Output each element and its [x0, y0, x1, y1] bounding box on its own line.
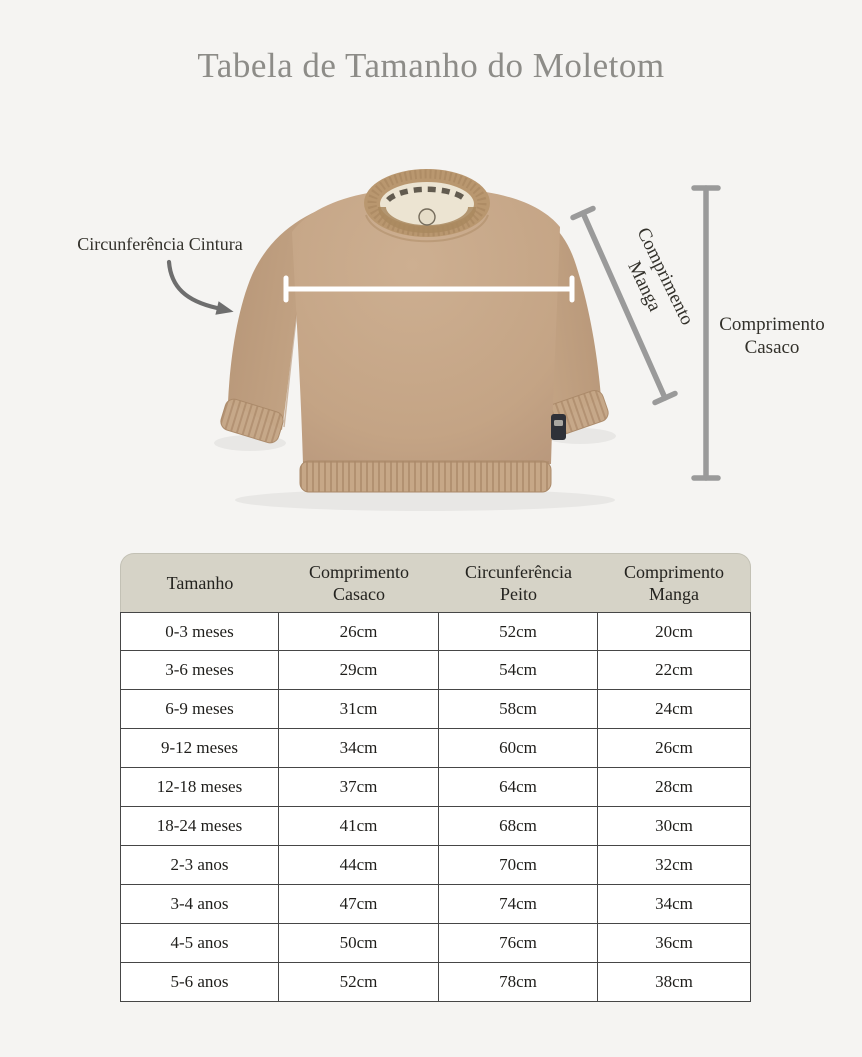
size-cell: 4-5 anos	[120, 924, 279, 963]
brand-tag-mark	[554, 420, 563, 426]
chest-cell: 68cm	[439, 807, 598, 846]
size-cell: 3-6 meses	[120, 651, 279, 690]
sleeve-cell: 34cm	[598, 885, 751, 924]
sleeve-cell: 38cm	[598, 963, 751, 1002]
sweatshirt-hem	[300, 461, 551, 492]
coat-cell: 34cm	[279, 729, 439, 768]
chest-cell: 54cm	[439, 651, 598, 690]
chest-cell: 78cm	[439, 963, 598, 1002]
page-title: Tabela de Tamanho do Moletom	[197, 46, 665, 85]
table-row	[120, 963, 751, 1002]
coat-length-label: Comprimento Casaco	[719, 314, 825, 358]
coat-measure-line	[694, 188, 718, 478]
sleeve-cell: 26cm	[598, 729, 751, 768]
sleeve-cell: 36cm	[598, 924, 751, 963]
size-table	[120, 553, 752, 1002]
size-cell: 12-18 meses	[120, 768, 279, 807]
header-size: Tamanho	[120, 553, 279, 612]
sleeve-cell: 24cm	[598, 690, 751, 729]
sleeve-cell: 20cm	[598, 612, 751, 651]
chest-cell: 58cm	[439, 690, 598, 729]
size-cell: 3-4 anos	[120, 885, 279, 924]
coat-cell: 29cm	[279, 651, 439, 690]
sleeve-cell: 28cm	[598, 768, 751, 807]
size-cell: 2-3 anos	[120, 846, 279, 885]
coat-cell: 31cm	[279, 690, 439, 729]
header-coat: Comprimento Casaco	[279, 553, 439, 612]
table-row	[120, 885, 751, 924]
waist-circumference-label: Circunferência Cintura	[77, 234, 243, 254]
size-cell: 9-12 meses	[120, 729, 279, 768]
header-sleeve: Comprimento Manga	[598, 553, 751, 612]
table-row	[120, 729, 751, 768]
table-row	[120, 690, 751, 729]
size-table-header	[120, 553, 751, 612]
coat-cell: 37cm	[279, 768, 439, 807]
measurement-diagram	[0, 130, 862, 550]
chest-cell: 76cm	[439, 924, 598, 963]
coat-cell: 44cm	[279, 846, 439, 885]
chest-cell: 74cm	[439, 885, 598, 924]
table-row	[120, 924, 751, 963]
size-cell: 5-6 anos	[120, 963, 279, 1002]
brand-tag	[551, 414, 566, 440]
sleeve-cell: 32cm	[598, 846, 751, 885]
table-row	[120, 768, 751, 807]
table-row	[120, 612, 751, 651]
sleeve-cell: 30cm	[598, 807, 751, 846]
coat-cell: 41cm	[279, 807, 439, 846]
chest-cell: 64cm	[439, 768, 598, 807]
coat-cell: 26cm	[279, 612, 439, 651]
coat-cell: 47cm	[279, 885, 439, 924]
neck-logo-patch	[419, 209, 435, 225]
table-row	[120, 807, 751, 846]
size-cell: 0-3 meses	[120, 612, 279, 651]
table-row	[120, 846, 751, 885]
chest-cell: 52cm	[439, 612, 598, 651]
chest-cell: 60cm	[439, 729, 598, 768]
size-cell: 6-9 meses	[120, 690, 279, 729]
curved-arrow-icon	[169, 262, 234, 315]
sleeve-cell: 22cm	[598, 651, 751, 690]
size-cell: 18-24 meses	[120, 807, 279, 846]
sleeve-length-label: Comprimento Manga	[623, 224, 698, 329]
table-row	[120, 651, 751, 690]
coat-cell: 50cm	[279, 924, 439, 963]
coat-cell: 52cm	[279, 963, 439, 1002]
header-chest: Circunferência Peito	[439, 553, 598, 612]
chest-cell: 70cm	[439, 846, 598, 885]
